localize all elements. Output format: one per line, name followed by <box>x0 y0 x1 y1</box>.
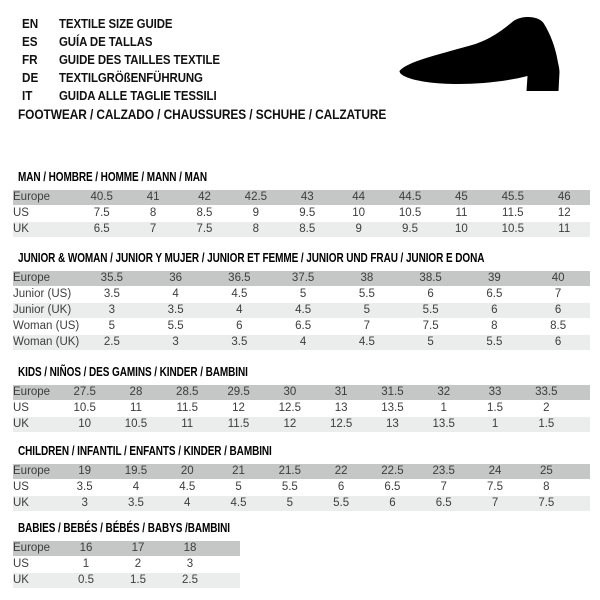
kids-size-table <box>13 384 590 433</box>
language-row-es <box>22 32 242 50</box>
dress-shoe-icon <box>396 15 577 93</box>
section-children <box>13 444 590 512</box>
size-cell: 12 <box>213 401 264 416</box>
language-code: DE <box>22 69 39 85</box>
size-cell: 8 <box>230 222 281 237</box>
size-cell: 12 <box>539 206 590 221</box>
size-cell: 9 <box>333 222 384 237</box>
table-row <box>13 541 240 556</box>
size-cell: 6.5 <box>76 222 127 237</box>
filler-cell <box>572 417 590 432</box>
size-cell: 7.5 <box>521 496 572 511</box>
table-row <box>13 480 590 495</box>
size-cell: 4.5 <box>213 496 264 511</box>
size-cell: 11 <box>162 417 213 432</box>
language-label: GUÍA DE TALLAS <box>59 33 153 49</box>
table-row <box>13 557 240 572</box>
size-cell: 4 <box>162 496 213 511</box>
size-cell: 36 <box>144 271 208 286</box>
size-cell: 8 <box>463 319 527 334</box>
size-cell: 11 <box>436 206 487 221</box>
size-cell: 8 <box>127 206 178 221</box>
table-row <box>13 271 590 286</box>
size-cell: 10.5 <box>59 401 110 416</box>
size-cell: 32 <box>418 385 469 400</box>
size-cell: 25 <box>521 464 572 479</box>
size-cell: 13.5 <box>367 401 418 416</box>
size-cell: 45 <box>436 190 487 205</box>
size-cell: 42.5 <box>230 190 281 205</box>
section-title-kids: KIDS / NIÑOS / DES GAMINS / KINDER / BAMBINI <box>18 365 248 379</box>
size-cell: 22.5 <box>367 464 418 479</box>
size-cell: 9.5 <box>282 206 333 221</box>
section-junior-woman <box>13 251 590 351</box>
size-cell: 0.5 <box>60 573 112 588</box>
size-cell: 28.5 <box>162 385 213 400</box>
section-man <box>13 170 590 238</box>
size-cell: 21 <box>213 464 264 479</box>
language-list <box>22 14 242 104</box>
section-babies <box>13 521 590 589</box>
size-cell: 8.5 <box>179 206 230 221</box>
size-cell: 10 <box>333 206 384 221</box>
size-cell: 11 <box>110 401 161 416</box>
size-cell: 12 <box>264 417 315 432</box>
size-cell: 7 <box>526 287 590 302</box>
size-cell: 6 <box>526 335 590 350</box>
row-label: US <box>13 401 59 416</box>
size-cell: 13 <box>315 401 366 416</box>
row-label: UK <box>13 417 59 432</box>
size-cell: 4.5 <box>208 287 272 302</box>
table-row <box>13 319 590 334</box>
row-label: Europe <box>13 190 76 205</box>
size-cell: 21.5 <box>264 464 315 479</box>
size-cell: 20 <box>162 464 213 479</box>
row-label: UK <box>13 496 59 511</box>
table-row <box>13 335 590 350</box>
size-cell: 11.5 <box>162 401 213 416</box>
size-cell: 4.5 <box>162 480 213 495</box>
size-cell: 1 <box>469 417 520 432</box>
row-label: Europe <box>13 385 59 400</box>
size-cell: 5 <box>399 335 463 350</box>
section-title-children: CHILDREN / INFANTIL / ENFANTS / KINDER / BAMBINI <box>18 444 272 458</box>
row-label: Junior (UK) <box>13 303 80 318</box>
language-label: GUIDA ALLE TAGLIE TESSILI <box>59 87 217 103</box>
section-title-babies: BABIES / BEBÉS / BÉBÉS / BABYS /BAMBINI <box>18 521 230 535</box>
size-cell: 11 <box>539 222 590 237</box>
row-label: UK <box>13 222 76 237</box>
size-cell: 9.5 <box>384 222 435 237</box>
size-cell: 4.5 <box>335 335 399 350</box>
row-label: Woman (UK) <box>13 336 80 348</box>
size-cell: 8 <box>521 480 572 495</box>
size-cell: 8.5 <box>282 222 333 237</box>
table-row <box>13 206 590 221</box>
size-cell: 5.5 <box>463 335 527 350</box>
size-cell: 2 <box>112 557 164 572</box>
size-cell: 40.5 <box>76 190 127 205</box>
size-cell: 1 <box>418 401 469 416</box>
babies-size-table <box>13 540 240 589</box>
size-cell: 38 <box>335 271 399 286</box>
language-label: TEXTILGRÖßENFÜHRUNG <box>59 69 203 85</box>
size-cell: 3.5 <box>144 303 208 318</box>
filler-cell <box>216 573 240 588</box>
size-cell: 6 <box>399 287 463 302</box>
size-cell: 45.5 <box>487 190 538 205</box>
size-cell: 3.5 <box>59 480 110 495</box>
size-cell: 5 <box>80 319 144 334</box>
size-cell: 6 <box>463 303 527 318</box>
size-cell: 13.5 <box>418 417 469 432</box>
size-cell: 6 <box>208 319 272 334</box>
language-label: GUIDE DES TAILLES TEXTILE <box>59 51 220 67</box>
size-cell: 2.5 <box>164 573 216 588</box>
size-cell: 19 <box>59 464 110 479</box>
size-cell: 19.5 <box>110 464 161 479</box>
size-cell: 36.5 <box>208 271 272 286</box>
size-cell: 1.5 <box>521 417 572 432</box>
table-row <box>13 417 590 432</box>
table-row <box>13 303 590 318</box>
size-cell: 44 <box>333 190 384 205</box>
size-cell: 6.5 <box>463 287 527 302</box>
size-cell: 33.5 <box>521 385 572 400</box>
section-title-man: MAN / HOMBRE / HOMME / MANN / MAN <box>18 170 208 184</box>
table-row <box>13 464 590 479</box>
size-cell: 1.5 <box>469 401 520 416</box>
table-row <box>13 287 590 302</box>
size-cell: 1 <box>60 557 112 572</box>
size-cell: 44.5 <box>384 190 435 205</box>
table-row <box>13 401 590 416</box>
size-cell: 7 <box>127 222 178 237</box>
language-row-fr <box>22 50 242 68</box>
size-cell: 5.5 <box>315 496 366 511</box>
size-cell: 8.5 <box>526 319 590 334</box>
language-row-en <box>22 14 242 32</box>
row-label: US <box>13 557 60 572</box>
table-row <box>13 573 240 588</box>
table-row <box>13 496 590 511</box>
size-cell: 30 <box>264 385 315 400</box>
size-cell: 22 <box>315 464 366 479</box>
row-label: Woman (US) <box>13 320 80 332</box>
size-cell: 40 <box>526 271 590 286</box>
size-cell: 31 <box>315 385 366 400</box>
size-cell: 5 <box>213 480 264 495</box>
language-label: TEXTILE SIZE GUIDE <box>59 15 173 31</box>
size-cell: 41 <box>127 190 178 205</box>
language-code: ES <box>22 33 38 49</box>
category-title: FOOTWEAR / CALZADO / CHAUSSURES / SCHUHE / CALZATURE <box>18 106 387 122</box>
size-cell: 11.5 <box>487 206 538 221</box>
size-cell: 31.5 <box>367 385 418 400</box>
size-cell: 10 <box>436 222 487 237</box>
size-cell: 7 <box>469 496 520 511</box>
size-cell: 6 <box>526 303 590 318</box>
size-cell: 4 <box>271 335 335 350</box>
size-cell: 37.5 <box>271 271 335 286</box>
size-cell: 6.5 <box>271 319 335 334</box>
size-cell: 3 <box>164 557 216 572</box>
size-cell: 3 <box>144 335 208 350</box>
size-cell: 6.5 <box>418 496 469 511</box>
size-tables <box>13 170 590 589</box>
size-cell: 1.5 <box>112 573 164 588</box>
filler-cell <box>572 496 590 511</box>
size-cell: 12.5 <box>315 417 366 432</box>
size-cell: 35.5 <box>80 271 144 286</box>
table-row <box>13 385 590 400</box>
size-cell: 2 <box>521 401 572 416</box>
size-cell: 6 <box>367 496 418 511</box>
size-cell: 18 <box>164 541 216 556</box>
size-cell: 4 <box>110 480 161 495</box>
filler-cell <box>572 480 590 495</box>
size-cell: 9 <box>230 206 281 221</box>
size-cell: 7.5 <box>399 319 463 334</box>
size-cell: 5 <box>271 287 335 302</box>
size-cell: 5.5 <box>399 303 463 318</box>
language-code: EN <box>22 15 39 31</box>
size-cell: 33 <box>469 385 520 400</box>
size-cell: 3 <box>59 496 110 511</box>
language-code: IT <box>22 87 33 103</box>
size-cell: 10 <box>59 417 110 432</box>
size-cell: 10.5 <box>110 417 161 432</box>
size-cell: 4 <box>144 287 208 302</box>
size-cell: 7.5 <box>179 222 230 237</box>
size-cell: 16 <box>60 541 112 556</box>
size-cell: 29.5 <box>213 385 264 400</box>
size-cell: 7.5 <box>469 480 520 495</box>
size-cell: 7 <box>418 480 469 495</box>
size-cell: 6.5 <box>367 480 418 495</box>
size-cell: 5.5 <box>264 480 315 495</box>
table-row <box>13 190 590 205</box>
junior-woman-size-table <box>13 270 590 351</box>
size-cell: 2.5 <box>80 335 144 350</box>
size-cell: 7 <box>335 319 399 334</box>
size-cell: 11.5 <box>213 417 264 432</box>
section-kids <box>13 365 590 433</box>
size-cell: 24 <box>469 464 520 479</box>
size-cell: 23.5 <box>418 464 469 479</box>
size-cell: 3.5 <box>208 335 272 350</box>
size-cell: 5.5 <box>144 319 208 334</box>
filler-cell <box>572 385 590 400</box>
language-code: FR <box>22 51 38 67</box>
size-cell: 5.5 <box>335 287 399 302</box>
size-cell: 46 <box>539 190 590 205</box>
filler-cell <box>216 541 240 556</box>
size-cell: 42 <box>179 190 230 205</box>
size-cell: 43 <box>282 190 333 205</box>
size-cell: 4 <box>208 303 272 318</box>
row-label: Europe <box>13 541 60 556</box>
filler-cell <box>216 557 240 572</box>
table-row <box>13 222 590 237</box>
size-cell: 3.5 <box>110 496 161 511</box>
size-cell: 38.5 <box>399 271 463 286</box>
size-cell: 39 <box>463 271 527 286</box>
size-cell: 3 <box>80 303 144 318</box>
size-cell: 6 <box>315 480 366 495</box>
children-size-table <box>13 463 590 512</box>
size-cell: 13 <box>367 417 418 432</box>
language-row-it <box>22 86 242 104</box>
size-cell: 12.5 <box>264 401 315 416</box>
size-cell: 7.5 <box>76 206 127 221</box>
filler-cell <box>572 401 590 416</box>
row-label: US <box>13 206 76 221</box>
row-label: US <box>13 480 59 495</box>
size-cell: 17 <box>112 541 164 556</box>
size-cell: 27.5 <box>59 385 110 400</box>
size-cell: 4.5 <box>271 303 335 318</box>
size-cell: 3.5 <box>80 287 144 302</box>
size-cell: 5 <box>264 496 315 511</box>
section-title-junior-woman: JUNIOR & WOMAN / JUNIOR Y MUJER / JUNIOR ET FEMME / JUNIOR UND FRAU / JUNIOR E DONA <box>18 251 485 265</box>
row-label: UK <box>13 573 60 588</box>
filler-cell <box>572 464 590 479</box>
size-cell: 5 <box>335 303 399 318</box>
row-label: Europe <box>13 464 59 479</box>
size-cell: 10.5 <box>384 206 435 221</box>
size-cell: 28 <box>110 385 161 400</box>
man-size-table <box>13 189 590 238</box>
row-label: Europe <box>13 271 80 286</box>
language-row-de <box>22 68 242 86</box>
row-label: Junior (US) <box>13 287 80 302</box>
size-cell: 10.5 <box>487 222 538 237</box>
